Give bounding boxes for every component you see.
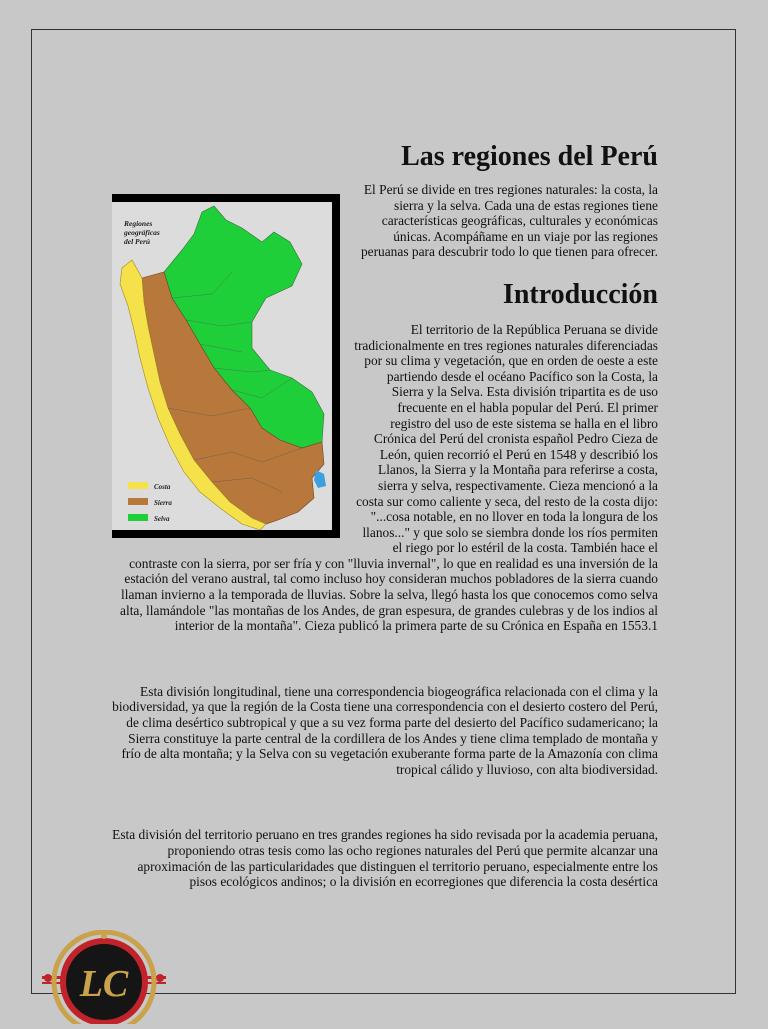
page-title: Las regiones del Perú xyxy=(401,141,658,172)
legend-label-sierra: Sierra xyxy=(154,499,172,507)
legend-swatch-costa xyxy=(128,482,148,489)
map-image xyxy=(112,202,332,530)
intro-paragraph: El Perú se divide en tres regiones naturales: la costa, la sierra y la selva. Cada una de estas regiones tiene características geográficas, culturales y económicas únicas. Acompáñame en un viaje por las regiones peruanas para descubrir todo lo que tienen para ofrecer. xyxy=(360,182,658,260)
paragraph-gap xyxy=(112,777,658,827)
section-paragraph-3: Esta división del territorio peruano en tres grandes regiones ha sido revisada por la academia peruana, proponiendo otras tesis como las ocho regiones naturales del Perú que permite alcanzar una aproximación de las particularidades que distinguen el territorio peruano, especialmente entre los pisos ecológicos andinos; o la división en ecorregiones que diferencia la costa desértica xyxy=(112,827,658,890)
map-title-line3: del Perú xyxy=(124,237,151,246)
legend-label-costa: Costa xyxy=(154,483,171,491)
legend-label-selva: Selva xyxy=(154,515,170,523)
section-title: Introducción xyxy=(502,278,658,310)
section-paragraph-1: El territorio de la República Peruana se divide tradicionalmente en tres regiones naturales diferenciadas por su clima y vegetación, que en orden de oeste a este partiendo desde el océano Pacífico son la Costa, la Sierra y la Selva. Esta división tripartita es de uso frecuente en el habla popular del Perú. El primer registro del uso de este sistema se halla en el libro Crónica del Perú del cronista español Pedro Cieza de León, quien recorrió el Perú en 1548 y describió los Llanos, la Sierra y la Montaña para referirse a costa, sierra y selva, respectivamente. Cieza mencionó a la costa sur como caliente y seca, del resto de la costa dijo: "...cosa notable, en no llover en toda la longura de los llanos..." y que solo se siembra donde los ríos permiten el riego por lo estéril de la costa. También hace el contraste con la sierra, por ser fría y con "lluvia invernal", lo que en realidad es una inversión de la estación del verano austral, tal como incluso hoy consideran muchos pobladores de la sierra cuando llaman invierno a la temporada de lluvias. Sobre la selva, llegó hasta los que conocemos como selva alta, llamándole "las montañas de los Andes, de gran espesura, de grandes culebras y de los indios al interior de la montaña". Cieza publicó la primera parte de su Crónica en España en 1553.1 xyxy=(120,321,658,634)
paragraph-gap xyxy=(112,634,658,684)
document-content xyxy=(112,140,658,940)
legend-swatch-sierra xyxy=(128,498,148,505)
legend-swatch-selva xyxy=(128,514,148,521)
lc-logo xyxy=(42,930,166,1024)
document-page xyxy=(31,29,736,994)
map-title-line1: Regiones xyxy=(124,219,153,228)
map-title-line2: geográficas xyxy=(124,228,160,237)
peru-regions-map xyxy=(112,194,340,538)
logo-text: LC xyxy=(79,963,129,1005)
section-paragraph-2: Esta división longitudinal, tiene una correspondencia biogeográfica relacionada con el clima y la biodiversidad, ya que la región de la Costa tiene una correspondencia con el desierto costero del Perú, de clima desértico subtropical y que a su vez forma parte del desierto del Pacífico sudamericano; la Sierra constituye la parte central de la cordillera de los Andes y tiene clima templado de montaña y frío de alta montaña; y la Selva con su vegetación exuberante forma parte de la Amazonía con clima tropical cálido y lluvioso, con alta biodiversidad. xyxy=(112,683,658,777)
